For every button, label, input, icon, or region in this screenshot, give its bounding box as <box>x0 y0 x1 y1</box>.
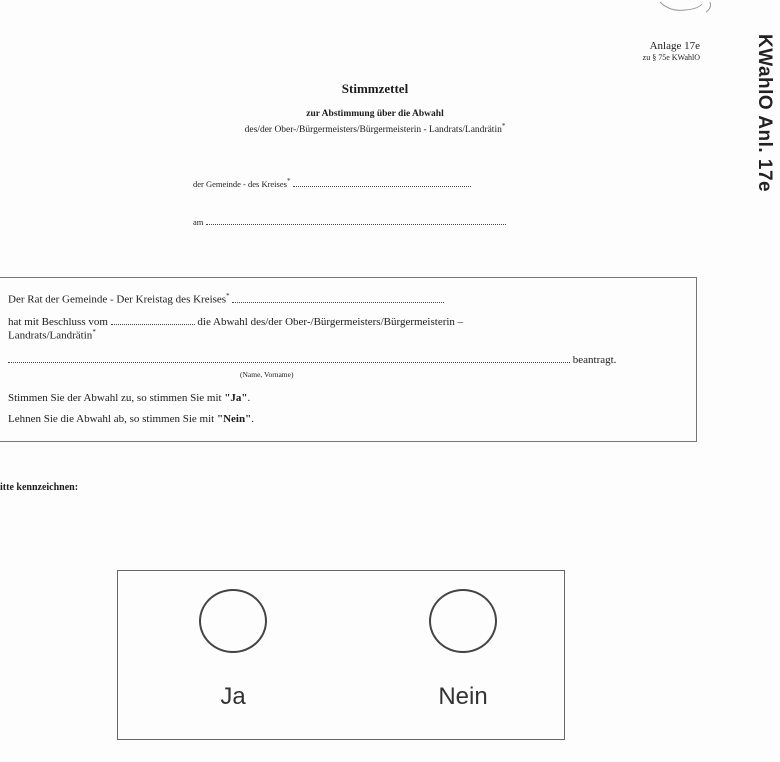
footnote-mark: * <box>286 177 291 185</box>
yes-label: Ja <box>220 683 246 710</box>
instruction-no-text: Lehnen Sie die Abwahl ab, so stimmen Sie mit <box>8 413 217 425</box>
date-field <box>193 217 506 227</box>
instruction-yes <box>8 392 250 404</box>
info-decision-prefix: hat mit Beschluss vom <box>8 316 108 328</box>
council-blank[interactable] <box>232 302 444 303</box>
subtitle-line2 <box>100 120 650 136</box>
instruction-yes-value: "Ja" <box>224 392 248 404</box>
ballot-title: Stimmzettel <box>341 81 409 96</box>
info-line2 <box>8 316 463 328</box>
instruction-yes-end: . <box>247 392 251 404</box>
annex-header <box>560 40 700 64</box>
date-blank[interactable] <box>206 224 506 225</box>
info-line4 <box>8 354 616 366</box>
info-landrat-text: Landrats/Landrätin <box>8 329 93 342</box>
instruction-no-value: "Nein" <box>216 413 252 425</box>
marking-hint: itte kennzeichnen: <box>0 482 79 493</box>
date-label: am <box>193 217 204 227</box>
name-caption: (Name, Vorname) <box>240 370 294 379</box>
municipality-field <box>193 177 471 189</box>
vote-box <box>117 570 565 740</box>
no-circle[interactable] <box>429 589 497 653</box>
subtitle-line2-text: des/der Ober-/Bürgermeisters/Bürgermeisterin - Landrats/Landrätin <box>244 125 502 136</box>
no-label: Nein <box>438 683 488 710</box>
decision-date-blank[interactable] <box>111 324 195 325</box>
footnote-mark: * <box>226 292 230 300</box>
info-decision-suffix: die Abwahl des/der Ober-/Bürgermeisters/Bürgermeisterin – <box>197 316 464 328</box>
municipality-label: der Gemeinde - des Kreises <box>193 178 287 189</box>
footnote-mark: * <box>501 122 506 130</box>
subtitle-line1: zur Abstimmung über die Abwahl <box>306 109 444 119</box>
footnote-mark: * <box>92 328 96 336</box>
info-council-text: Der Rat der Gemeinde - Der Kreistag des Kreises <box>8 293 227 306</box>
ballot-subtitle <box>100 108 650 136</box>
annex-title: Anlage 17e <box>649 40 700 52</box>
info-line3 <box>8 328 96 342</box>
info-requested: beantragt. <box>572 354 617 366</box>
annex-reference: zu § 75e KWahlO <box>642 53 700 62</box>
info-line1 <box>8 292 444 306</box>
instruction-no <box>8 413 254 425</box>
name-blank[interactable] <box>8 362 570 363</box>
instruction-no-end: . <box>251 413 254 425</box>
municipality-blank[interactable] <box>293 186 471 187</box>
margin-scribble <box>640 0 720 16</box>
yes-circle[interactable] <box>199 589 267 653</box>
side-label: KWahlO Anl. 17e <box>754 34 775 193</box>
instruction-yes-text: Stimmen Sie der Abwahl zu, so stimmen Sie mit <box>8 392 225 404</box>
